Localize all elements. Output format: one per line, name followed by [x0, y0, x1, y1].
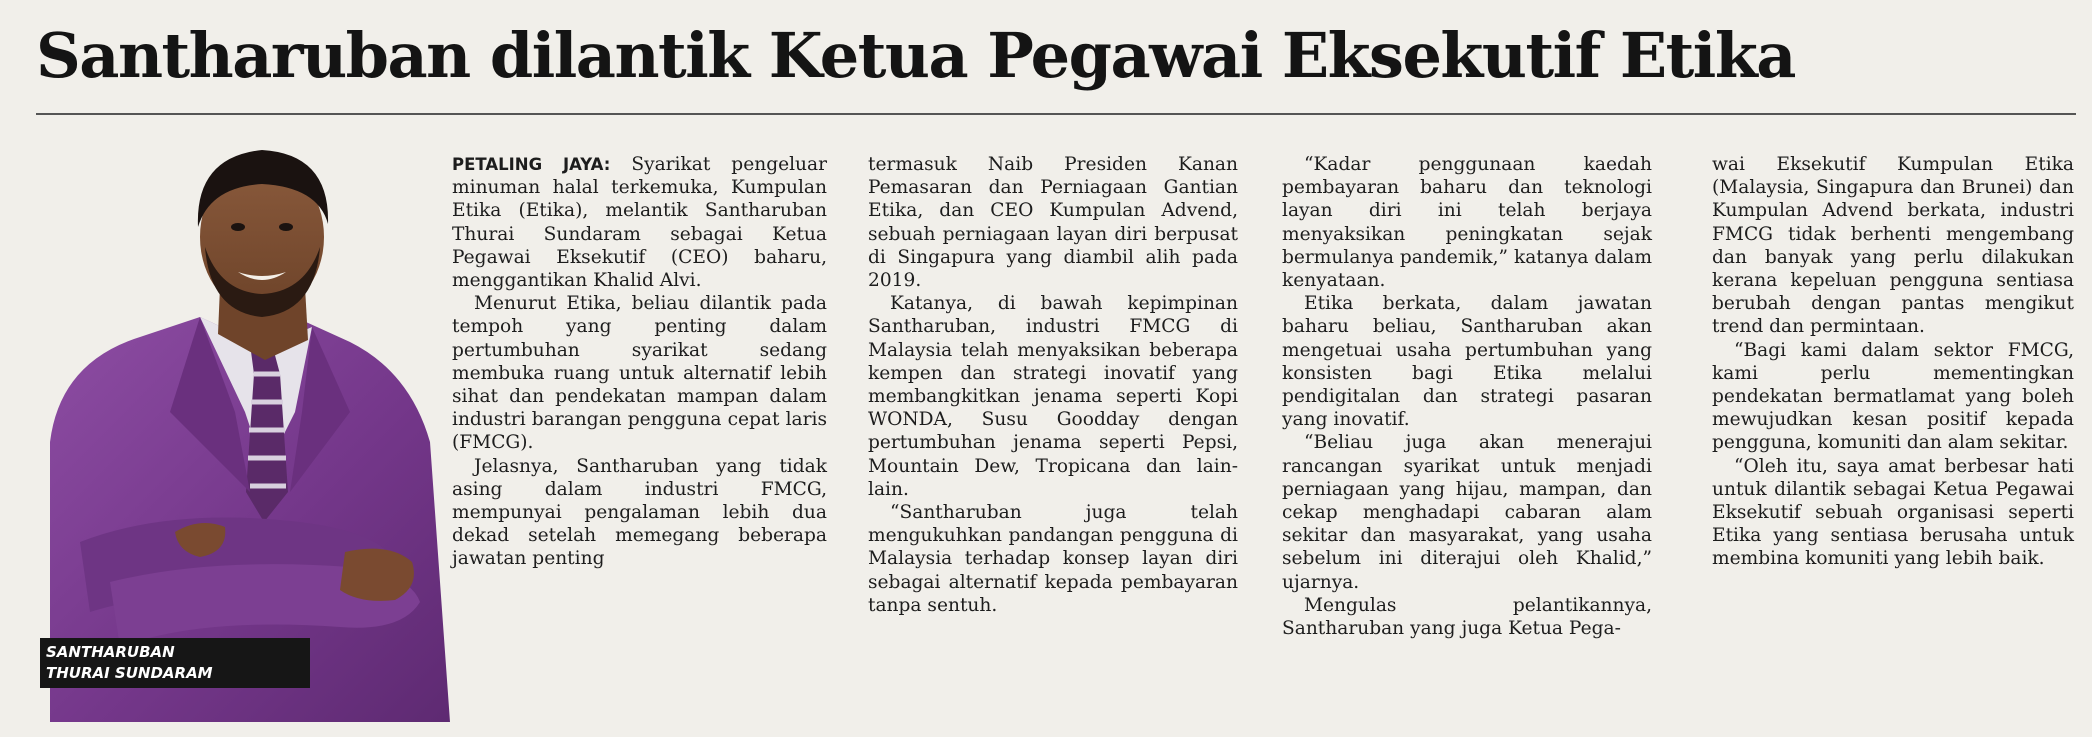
caption-line-1: SANTHARUBAN	[46, 643, 175, 661]
paragraph: Etika berkata, dalam jawatan baharu beliau, Santharuban akan mengetuai usaha pertumbuhan yang konsisten bagi Etika melalui pendigitalan dan strategi pasaran yang inovatif.	[1282, 293, 1652, 431]
article-column-2	[868, 153, 1238, 617]
paragraph	[452, 153, 827, 292]
paragraph: “Kadar penggunaan kaedah pembayaran baharu dan teknologi layan diri ini telah berjaya menyaksikan peningkatan sejak bermulanya pandemik,” katanya dalam kenyataan.	[1282, 154, 1652, 292]
paragraph: Katanya, di bawah kepimpinan Santharuban, industri FMCG di Malaysia telah menyaksikan beberapa kempen dan strategi inovatif yang membangkitkan jenama seperti Kopi WONDA, Susu Goodday dengan pertumbuhan jenama seperti Pepsi, Mountain Dew, Tropicana dan lain-lain.	[868, 293, 1238, 500]
paragraph: “Beliau juga akan menerajui rancangan syarikat untuk menjadi perniagaan yang hijau, mampan, dan cekap menghadapi cabaran alam sekitar dan masyarakat, yang usaha sebelum ini diterajui oleh Khalid,” ujarnya.	[1282, 432, 1652, 593]
paragraph: Menurut Etika, beliau dilantik pada tempoh yang penting dalam pertumbuhan syarikat sedang membuka ruang untuk alternatif lebih sihat dan pendekatan mampan dalam industri barangan pengguna cepat laris (FMCG).	[452, 293, 827, 454]
article-column-4	[1712, 153, 2074, 571]
paragraph: “Santharuban juga telah mengukuhkan pandangan pengguna di Malaysia terhadap konsep layan diri sebagai alternatif kepada pembayaran tanpa sentuh.	[868, 502, 1238, 616]
paragraph: Jelasnya, Santharuban yang tidak asing dalam industri FMCG, mempunyai pengalaman lebih dua dekad setelah memegang beberapa jawatan penting	[452, 455, 827, 570]
caption-line-2: THURAI SUNDARAM	[46, 664, 213, 682]
paragraph: Mengulas pelantikannya, Santharuban yang juga Ketua Pega-	[1282, 594, 1652, 640]
paragraph-text: Syarikat pengeluar minuman halal terkemuka, Kumpulan Etika (Etika), melantik Santharuban Thurai Sundaram sebagai Ketua Pegawai Eksekutif (CEO) baharu, menggantikan Khalid Alvi.	[452, 154, 827, 292]
article-headline: Santharuban dilantik Ketua Pegawai Eksekutif Etika	[36, 19, 1795, 92]
paragraph: “Bagi kami dalam sektor FMCG, kami perlu mementingkan pendekatan bermatlamat yang boleh mewujudkan kesan positif kepada pengguna, komuniti dan alam sekitar.	[1712, 339, 2074, 454]
paragraph: “Oleh itu, saya amat berbesar hati untuk dilantik sebagai Ketua Pegawai Eksekutif sebuah organisasi seperti Etika yang sentiasa berusaha untuk membina komuniti yang lebih baik.	[1712, 455, 2074, 570]
dateline: PETALING JAYA:	[452, 155, 611, 174]
article-column-1	[452, 153, 827, 571]
photo-caption	[40, 638, 310, 688]
article-column-3	[1282, 153, 1652, 640]
paragraph: termasuk Naib Presiden Kanan Pemasaran dan Perniagaan Gantian Etika, dan CEO Kumpulan Advend, sebuah perniagaan layan diri berpusat di Singapura yang diambil alih pada 2019.	[868, 154, 1238, 292]
paragraph: wai Eksekutif Kumpulan Etika (Malaysia, Singapura dan Brunei) dan Kumpulan Advend berkata, industri FMCG tidak berhenti mengembang dan banyak yang perlu dilakukan kerana kepeluan pengguna sentiasa berubah dengan pantas mengikut trend dan permintaan.	[1712, 154, 2074, 338]
